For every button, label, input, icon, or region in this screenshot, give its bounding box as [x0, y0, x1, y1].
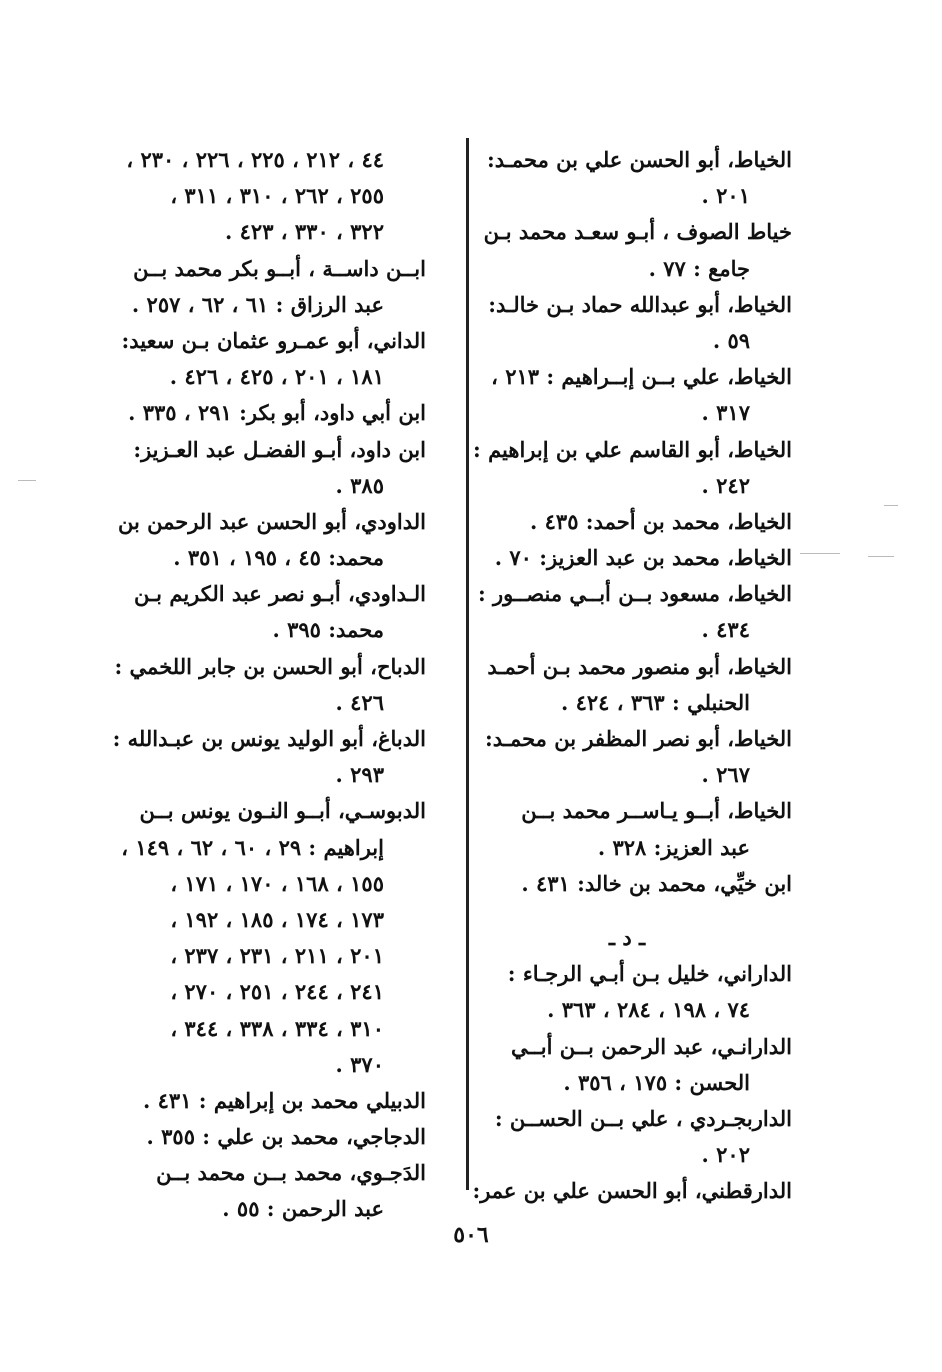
index-entry: [462, 902, 792, 920]
index-entry: الداربجـردي ، علي بــن الحســن :: [494, 1105, 792, 1131]
index-entry: الخياط، محمد بن أحمد: ٤٣٥ .: [530, 508, 792, 534]
index-entry-continuation: ١٧٣ ، ١٧٤ ، ١٨٥ ، ١٩٢ ،: [170, 906, 384, 932]
index-entry-continuation: ٢٥٥ ، ٢٦٢ ، ٣١٠ ، ٣١١ ،: [170, 183, 384, 209]
index-entry-continuation: ٣٨٥ .: [335, 472, 384, 498]
index-entry: الخياط، أبو منصور محمد بـن أحمـد: [487, 653, 792, 679]
index-entry: خياط الصوف ، أبـو سعـد محمد بـن: [483, 219, 792, 245]
index-entry: الخياط، مسعود بــن أبــي منصــور :: [477, 581, 792, 607]
index-column-left: [112, 142, 426, 1228]
index-entry-continuation: عبد العزيز: ٣٢٨ .: [597, 834, 750, 860]
index-entry-continuation: جامع : ٧٧ .: [648, 255, 750, 281]
index-entry-continuation: ٣٢٢ ، ٣٣٠ ، ٤٢٣ .: [225, 219, 384, 245]
index-entry: الخياط، محمد بن عبد العزيز: ٧٠ .: [494, 545, 792, 571]
index-entry: الدبيلي محمد بن إبراهيم : ٤٣١ .: [143, 1087, 426, 1113]
index-entry: الخياط، أبو نصر المظفر بن محمـد:: [485, 726, 792, 751]
index-entry-continuation: ٢٩٣ .: [335, 762, 384, 788]
scan-mark: [800, 553, 840, 554]
index-column-right: [462, 142, 792, 1209]
index-entry: الخياط، أبــو يـاســر محمد بــن: [521, 798, 792, 824]
index-entry: ابــن داســة ، أبــو بكر محمد بــن: [133, 255, 426, 281]
index-entry: الخياط، علي بــن إبــراهيم : ٢١٣ ،: [491, 364, 792, 390]
index-entry-continuation: ٢٠١ ، ٢١١ ، ٢٣١ ، ٢٣٧ ،: [170, 943, 384, 969]
index-entry-continuation: ٤٤ ، ٢١٢ ، ٢٢٥ ، ٢٢٦ ، ٢٣٠ ،: [126, 147, 384, 172]
index-entry-continuation: ٢٤١ ، ٢٤٤ ، ٢٥١ ، ٢٧٠ ،: [170, 979, 384, 1005]
index-entry: الداني، أبو عمـرو عثمان بـن سعيد:: [121, 327, 426, 353]
index-entry: الـداودي، أبـو نصر عبد الكريم بـن: [134, 581, 426, 607]
index-entry: الدبوسـي، أبــو النـون يونس بــن: [139, 798, 426, 824]
column-divider: [466, 138, 469, 1190]
index-entry: الخياط، أبو الحسن علي بن محمـد:: [486, 147, 792, 172]
index-entry-continuation: محمد: ٤٥ ، ١٩٥ ، ٣٥١ .: [173, 545, 384, 571]
index-entry-continuation: ٢٦٧ .: [701, 762, 750, 788]
scan-mark: [868, 556, 894, 557]
index-entry-continuation: ٥٩ .: [712, 327, 750, 353]
index-entry: الداودي، أبو الحسن عبد الرحمن بن: [117, 508, 426, 534]
index-entry: الدارانـي، عبد الرحمن بــن أبــي: [510, 1033, 792, 1059]
index-entry-continuation: ٤٣٤ .: [701, 617, 750, 643]
index-entry: ابن أبي داود، أبو بكر: ٢٩١ ، ٣٣٥ .: [128, 400, 426, 426]
index-entry: الدارقطني، أبو الحسن علي بن عمر:: [472, 1178, 792, 1204]
index-entry: الدباح، أبو الحسن بن جابر اللخمي :: [114, 653, 426, 679]
index-entry: الخياط، أبو القاسم علي بن إبراهيم :: [473, 436, 792, 462]
scan-mark: [884, 505, 898, 506]
index-entry: الخياط، أبو عبدالله حماد بـن خالـد:: [488, 291, 792, 317]
index-entry-continuation: عبد الرحمن : ٥٥ .: [222, 1196, 384, 1222]
scan-mark: [18, 480, 36, 481]
section-letter-heading: ـ د ـ: [608, 924, 646, 950]
index-entry-continuation: إبراهيم : ٢٩ ، ٦٠ ، ٦٢ ، ١٤٩ ،: [121, 834, 384, 860]
index-entry-continuation: عبد الرزاق : ٦١ ، ٦٢ ، ٢٥٧ .: [131, 291, 384, 317]
index-entry-continuation: ٢٠٢ .: [701, 1142, 750, 1168]
index-entry-continuation: ١٨١ ، ٢٠١ ، ٤٢٥ ، ٤٢٦ .: [169, 364, 384, 390]
index-entry: الداراني، خليل بـن أبـي الرجـاء :: [507, 961, 792, 987]
index-entry: الدَجـوي، محمد بــن محمد بــن: [156, 1160, 426, 1186]
index-entry-continuation: الحنبلي : ٣٦٣ ، ٤٢٤ .: [560, 689, 750, 715]
index-entry-continuation: ١٥٥ ، ١٦٨ ، ١٧٠ ، ١٧١ ،: [170, 870, 384, 896]
index-entry-continuation: ٧٤ ، ١٩٨ ، ٢٨٤ ، ٣٦٣ .: [547, 997, 750, 1023]
index-entry-continuation: ٣٧٠ .: [335, 1051, 384, 1077]
index-entry: الدباغ، أبو الوليد يونس بن عبـدالله :: [112, 726, 426, 751]
index-entry: ابن داود، أبـو الفضـل عبد العـزيز:: [133, 436, 426, 462]
index-entry-continuation: ٢٤٢ .: [701, 472, 750, 498]
index-entry: ابن خيِّي، محمد بن خالد: ٤٣١ .: [521, 870, 792, 896]
index-entry-continuation: ٤٢٦ .: [335, 689, 384, 715]
page-number: ٥٠٦: [453, 1222, 489, 1248]
index-entry-continuation: محمد: ٣٩٥ .: [272, 617, 384, 643]
index-entry: الدجاجي، محمد بن علي : ٣٥٥ .: [146, 1124, 426, 1150]
index-entry-continuation: الحسن : ١٧٥ ، ٣٥٦ .: [563, 1069, 750, 1095]
index-entry-continuation: ٣١٠ ، ٣٣٤ ، ٣٣٨ ، ٣٤٤ ،: [170, 1015, 384, 1041]
index-entry-continuation: ٢٠١ .: [701, 183, 750, 209]
index-entry-continuation: ٣١٧ .: [701, 400, 750, 426]
